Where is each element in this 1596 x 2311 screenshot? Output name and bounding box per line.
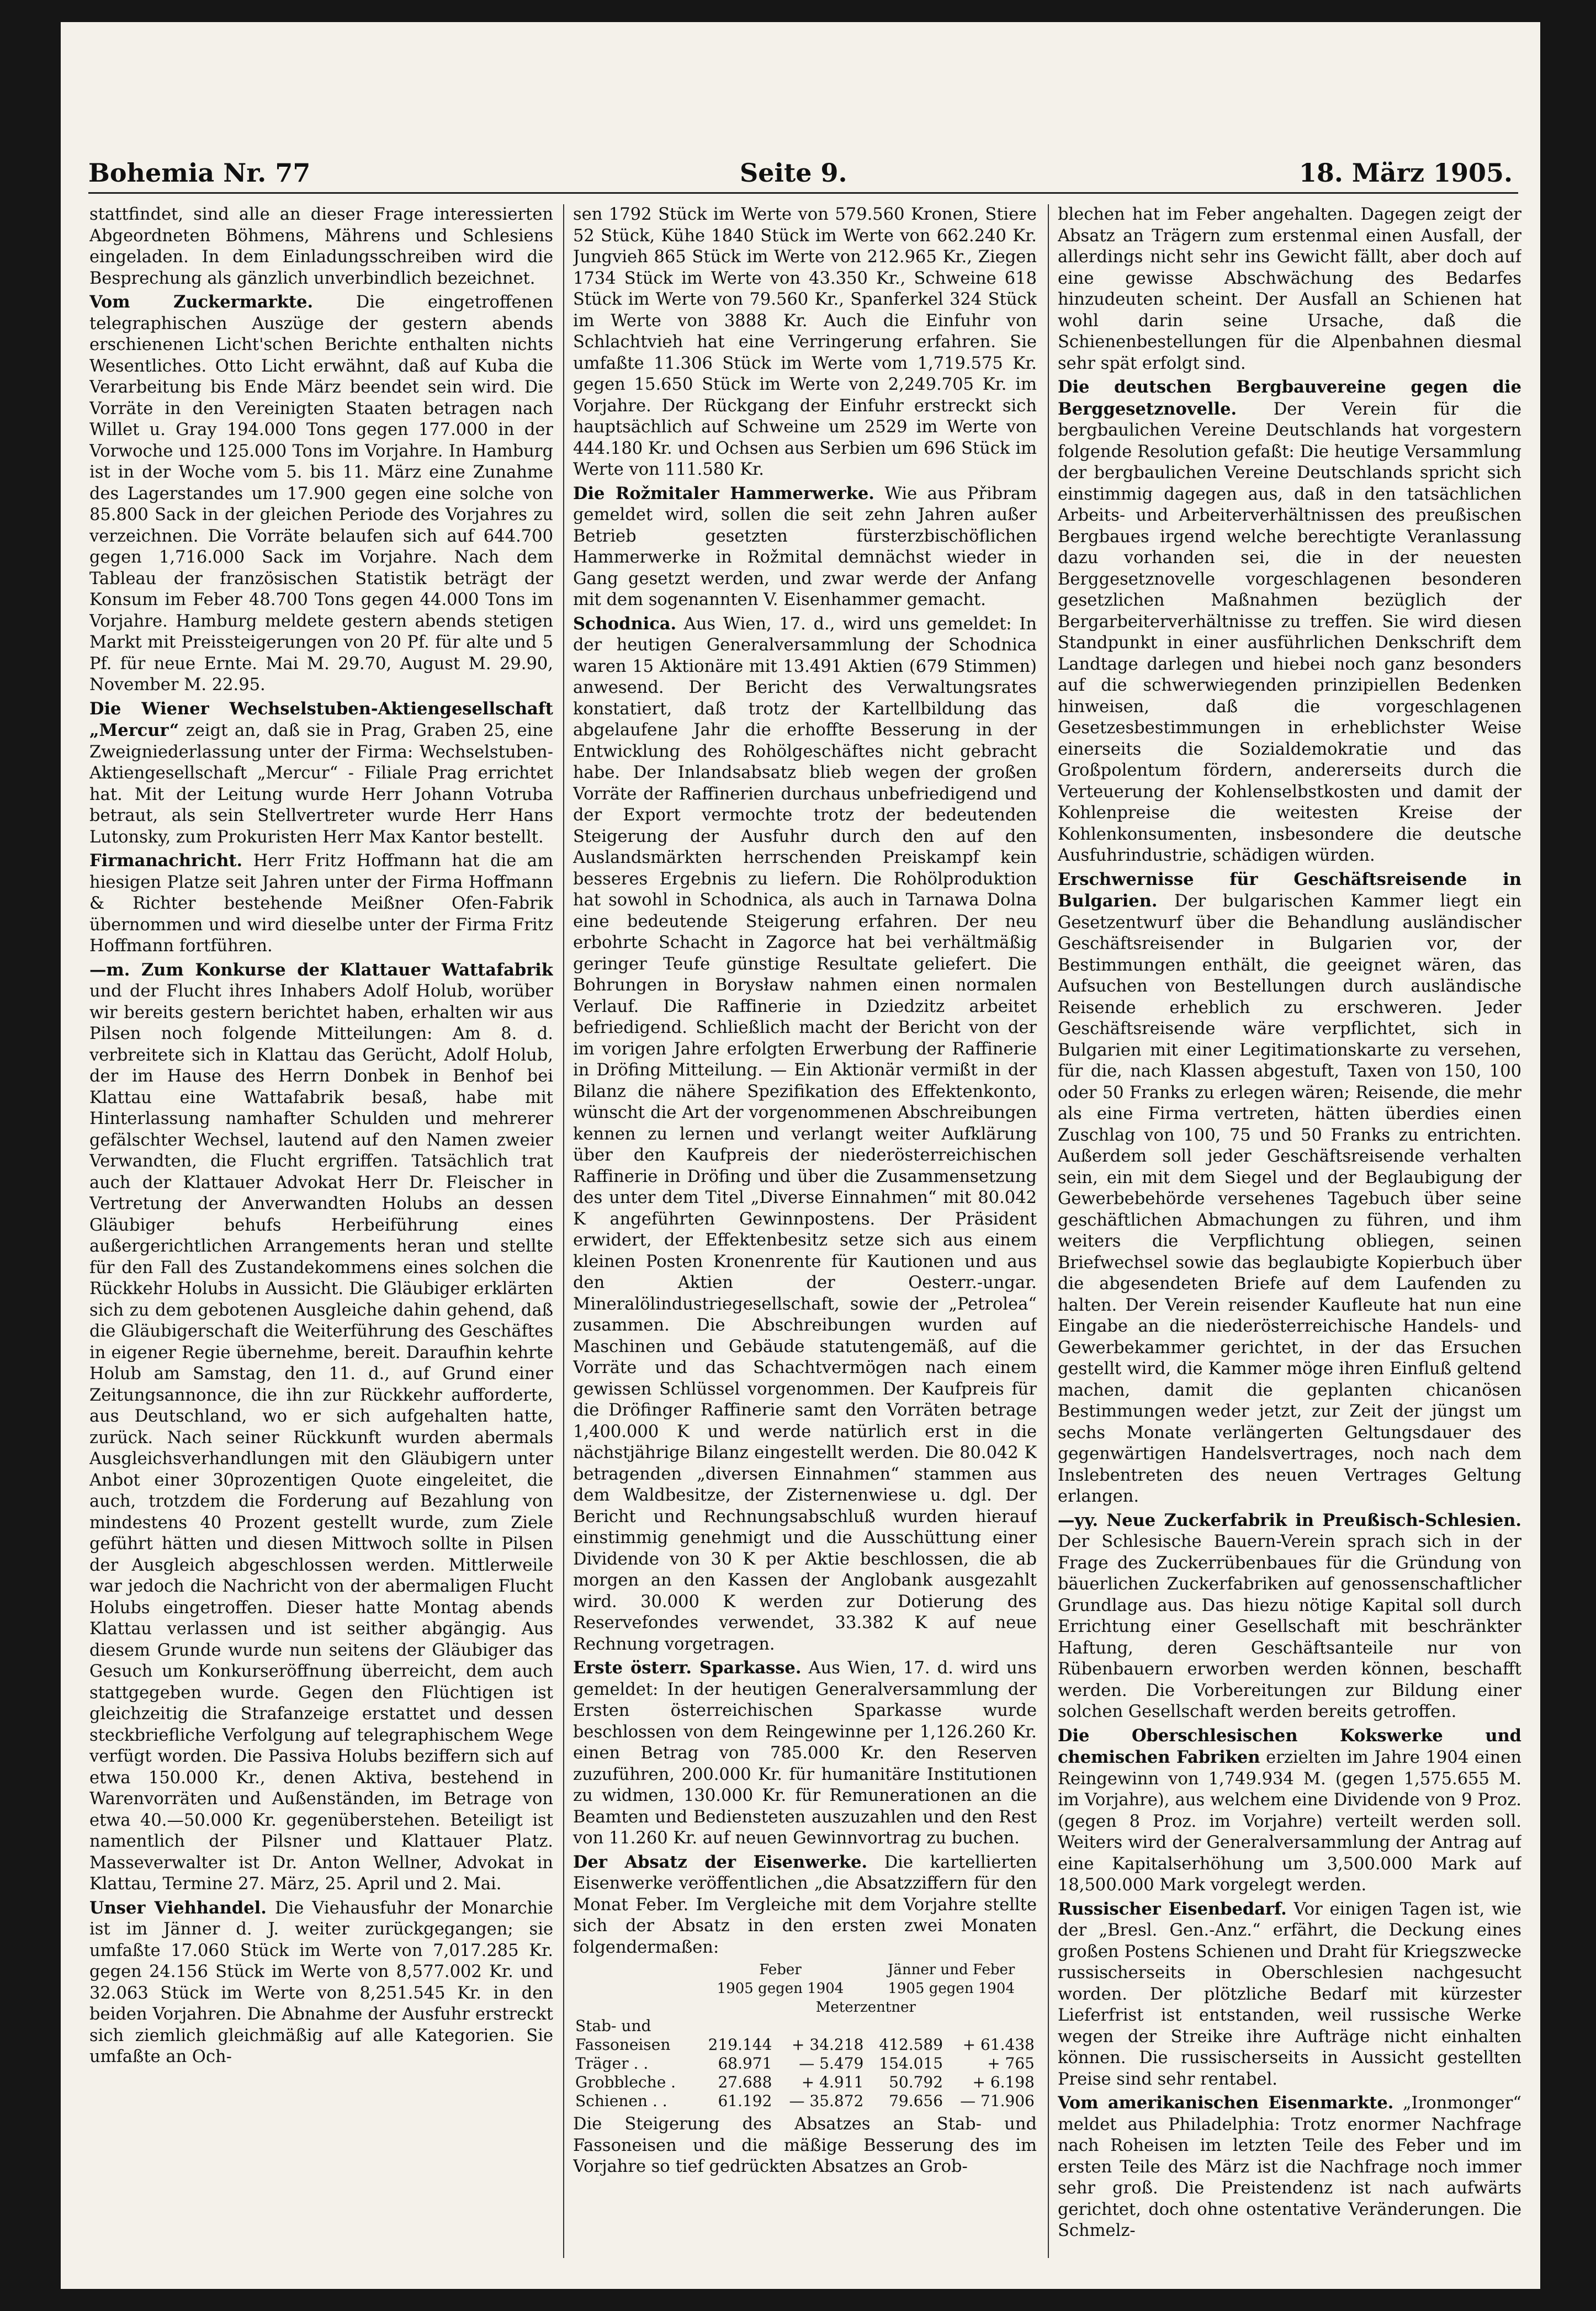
table-lead-label: Stab- und bbox=[575, 2017, 651, 2035]
article-text: Die Steigerung des Absatzes an Stab- und Fassoneisen und die mäßige Besserung des im Vorjahre so tief gedrückten Absatzes an Grob- bbox=[573, 2114, 1037, 2176]
column-2 bbox=[573, 204, 1037, 2258]
table-cell: + 34.218 bbox=[791, 2036, 864, 2054]
article-paragraph bbox=[89, 1897, 553, 2068]
article-paragraph bbox=[573, 2114, 1037, 2178]
article-headline: Erschwernisse für Geschäftsreisende in Bulgarien. bbox=[1058, 869, 1521, 911]
article-headline: Die Rožmitaler Hammerwerke. bbox=[573, 483, 874, 503]
article-headline: Firmanachricht. bbox=[89, 851, 243, 871]
column-3 bbox=[1058, 204, 1521, 2258]
table-row bbox=[573, 2092, 1037, 2111]
table-cell: + 765 bbox=[987, 2054, 1035, 2073]
article-text: stattfindet, sind alle an dieser Frage interessierten Abgeordneten Böhmens, Mährens und Schlesiens eingeladen. In dem Einladungsschreiben wird die Besprechung als gänzlich unverbindlich bezeichnet. bbox=[89, 205, 553, 288]
table-header-feber: Feber bbox=[759, 1962, 802, 1978]
article-paragraph bbox=[573, 613, 1037, 1656]
table-cell: 50.792 bbox=[889, 2073, 943, 2091]
table-header-jaenner: Jänner und Feber bbox=[887, 1962, 1015, 1978]
table-cell: — 35.872 bbox=[789, 2092, 864, 2110]
table-cell: 68.971 bbox=[718, 2054, 772, 2073]
article-text: „Ironmonger“ meldet aus Philadelphia: Trotz enormer Nachfrage nach Roheisen im letzten Teile des Feber und im ersten Teile des März ist die Nachfrage noch immer sehr groß. Die Preistendenz ist nach aufwärts gerichtet, doch ohne ostentative Veränderungen. Die Schmelz- bbox=[1058, 2093, 1521, 2240]
article-headline: Vom Zuckermarkte. bbox=[89, 292, 314, 312]
table-cell: + 6.198 bbox=[972, 2073, 1035, 2091]
article-headline: Die deutschen Bergbauvereine gegen die Berggesetznovelle. bbox=[1058, 377, 1521, 419]
table-cell: 219.144 bbox=[708, 2036, 772, 2054]
table-row bbox=[573, 2054, 1037, 2073]
table-cell: + 4.911 bbox=[801, 2073, 864, 2091]
table-unit: Meterzentner bbox=[815, 1999, 916, 2016]
article-headline: Der Absatz der Eisenwerke. bbox=[573, 1852, 868, 1872]
article-paragraph bbox=[1058, 204, 1521, 374]
table-cell: Grobbleche . bbox=[575, 2073, 676, 2091]
article-headline: Die Oberschlesischen Kokswerke und chemischen Fabriken bbox=[1058, 1725, 1521, 1767]
article-headline: Die Wiener Wechselstuben-Aktiengesellschaft „Mercur“ bbox=[89, 698, 553, 740]
table-header-year: 1905 gegen 1904 bbox=[717, 1980, 844, 1997]
table-cell: — 5.479 bbox=[799, 2054, 864, 2073]
article-text: Herr Fritz Hoffmann hat die am hiesigen Platze seit Jahren unter der Firma Hoffmann & Richter bestehende Meißner Ofen-Fabrik übernommen und wird dieselbe unter der Firma Fritz Hoffmann fortführen. bbox=[89, 851, 553, 956]
article-text: Die eingetroffenen telegraphischen Auszüge der gestern abends erschienenen Licht'schen Berichte enthalten nichts Wesentliches. Otto Licht erwähnt, daß auf Kuba die Verarbeitung bis Ende März beendet sein wird. Die Vorräte in den Vereinigten Staaten betragen nach Willet u. Gray 194.000 Tons gegen 177.000 in der Vorwoche und 125.000 Tons im Vorjahre. In Hamburg ist in der Woche vom 5. bis 11. März eine Zunahme des Lagerstandes um 17.900 gegen eine solche von 85.800 Sack in der gleichen Periode des Vorjahres zu verzeichnen. Die Vorräte belaufen sich auf 644.700 gegen 1,716.000 Sack im Vorjahre. Nach dem Tableau der französischen Statistik beträgt der Konsum im Feber 48.700 Tons gegen 44.000 Tons im Vorjahre. Hamburg meldete gestern abends stetigen Markt mit Preissteigerungen von 20 Pf. für alte und 5 Pf. für neue Ernte. Mai M. 29.70, August M. 29.90, November M. 22.95. bbox=[89, 293, 553, 695]
article-paragraph bbox=[1058, 1510, 1521, 1723]
article-headline: Erste österr. Sparkasse. bbox=[573, 1658, 802, 1678]
article-text: blechen hat im Feber angehalten. Dagegen zeigt der Absatz an Trägern zum erstenmal einen Ausfall, der allerdings nicht sehr ins Gewicht fällt, aber doch auf eine gewisse Abschwächung des Bedarfes hinzudeuten scheint. Der Ausfall an Schienen hat wohl darin seine Ursache, daß die Schienenbestellungen für die Alpenbahnen diesmal sehr spät erfolgt sind. bbox=[1058, 205, 1521, 373]
table-row bbox=[573, 2073, 1037, 2092]
header-page-number: Seite 9. bbox=[740, 158, 847, 188]
article-paragraph bbox=[573, 1657, 1037, 1849]
article-headline: Vom amerikanischen Eisenmarkte. bbox=[1058, 2093, 1394, 2113]
article-text: Die Viehausfuhr der Monarchie ist im Jänner d. J. weiter zurückgegangen; sie umfaßte 17.060 Stück im Werte von 7,017.285 Kr. gegen 24.156 Stück im Werte von 8,577.002 Kr. und 32.063 Stück im Werte von 8,251.545 Kr. in den beiden Vorjahren. Die Abnahme der Ausfuhr erstreckt sich ziemlich gleichmäßig auf alle Kategorien. Sie umfaßte an Och- bbox=[89, 1898, 553, 2066]
article-paragraph bbox=[89, 850, 553, 957]
page-header bbox=[88, 148, 1518, 194]
column-divider bbox=[563, 204, 564, 2258]
column-1 bbox=[89, 204, 553, 2258]
article-paragraph bbox=[89, 698, 553, 849]
article-text: Aus Wien, 17. d., wird uns gemeldet: In der heutigen Generalversammlung der Schodnica waren 15 Aktionäre mit 13.491 Aktien (679 Stimmen) anwesend. Der Bericht des Verwaltungsrates konstatiert, daß trotz der Kartellbildung das abgelaufene Jahr die erhoffte Besserung in der Entwicklung des Rohölgeschäftes nicht gebracht habe. Der Inlandsabsatz blieb wegen der großen Vorräte der Raffinerien durchaus unbefriedigend und der Export vermochte trotz der bedeutenden Steigerung der Ausfuhr durch den auf den Auslandsmärkten herrschenden Preiskampf kein besseres Ergebnis zu liefern. Die Rohölproduktion hat sowohl in Schodnica, als auch in Tarnawa Dolna eine bedeutende Steigerung erfahren. Der neu erbohrte Schacht in Zagorce hat bei verhältmäßig geringer Teufe günstige Resultate geliefert. Die Bohrungen in Borysław nahmen einen normalen Verlauf. Die Raffinerie in Dziedzitz arbeitet befriedigend. Schließlich macht der Bericht von der im vorigen Jahre erfolgten Erwerbung der Raffinerie in Dröfing Mitteilung. — Ein Aktionär vermißt in der Bilanz die nähere Spezifikation des Effektenkonto, wünscht die Art der vorgenommenen Abschreibungen kennen zu lernen und verlangt weiter Aufklärung über den Kaufpreis der niederösterreichischen Raffinerie in Dröfing und über die Zusammensetzung des unter dem Titel „Diverse Einnahmen“ mit 80.042 K angeführten Gewinnpostens. Der Präsident erwidert, der Effektenbesitz setze sich aus einem kleinen Posten Kronenrente für Kautionen und aus den Aktien der Oesterr.-ungar. Mineralölindustriegesellschaft, sowie der „Petrolea“ zusammen. Die Abschreibungen wurden auf Maschinen und Gebäude statutengemäß, auf die Vorräte und das Schachtvermögen nach einem gewissen Schlüssel vorgenommen. Der Kaufpreis für die Dröfinger Raffinerie samt den Vorräten betrage 1,400.000 K und werde natürlich erst in die nächstjährige Bilanz eingestellt werden. Die 80.042 K betragenden „diversen Einnahmen“ stammen aus dem Waldbesitze, der Zisternenwiese u. dgl. Der Bericht und Rechnungsabschluß wurden hierauf einstimmig genehmigt und die Ausschüttung einer Dividende von 30 K per Aktie beschlossen, die ab morgen an den Kassen der Anglobank ausgezahlt wird. 30.000 K werden zur Dotierung des Reservefondes verwendet, 33.382 K auf neue Rechnung vorgetragen. bbox=[573, 614, 1037, 1654]
table-header-year: 1905 gegen 1904 bbox=[888, 1980, 1015, 1997]
article-text: und der Flucht ihres Inhabers Adolf Holub, worüber wir bereits gestern berichtet haben, erhalten wir aus Pilsen noch folgende Mitteilungen: Am 8. d. verbreitete sich in Klattau das Gerücht, Adolf Holub, der im Hause des Herrn Donbek in Benhof bei Klattau eine Wattafabrik besaß, habe mit Hinterlassung namhafter Schulden und mehrerer gefälschter Wechsel, lautend auf den Namen zweier Verwandten, die Flucht ergriffen. Tatsächlich trat auch der Klattauer Advokat Herr Dr. Fleischer in Vertretung der Anverwandten Holubs an dessen Gläubiger behufs Herbeiführung eines außergerichtlichen Arrangements heran und stellte für den Fall des Zustandekommens eines solchen die Rückkehr Holubs in Aussicht. Die Gläubiger erklärten sich zu dem gebotenen Ausgleiche dahin gehend, daß die Gläubigerschaft die Weiterführung des Geschäftes in eigener Regie übernehme, bereit. Daraufhin kehrte Holub am Samstag, den 11. d., auf Grund einer Zeitungsannonce, die ihn zur Rückkehr aufforderte, aus Deutschland, wo er sich aufgehalten hatte, zurück. Nach seiner Rückkunft wurden abermals Ausgleichsverhandlungen mit den Gläubigern unter Anbot einer 30prozentigen Quote eingeleitet, die auch, trotzdem die Forderung auf Bezahlung von mindestens 40 Prozent gestellt wurde, zum Ziele geführt hätten und diesen Mittwoch sollte in Pilsen der Ausgleich abgeschlossen werden. Mittlerweile war jedoch die Nachricht von der abermaligen Flucht Holubs eingetroffen. Dieser hatte Montag abends Klattau verlassen und ist seither abgängig. Aus diesem Grunde wurde nun seitens der Gläubiger das Gesuch um Konkurseröffnung überreicht, dem auch stattgegeben wurde. Gegen den Flüchtigen ist gleichzeitig die Strafanzeige erstattet und dessen steckbriefliche Verfolgung auf telegraphischem Wege verfügt worden. Die Passiva Holubs beziffern sich auf etwa 150.000 Kr., denen Aktiva, bestehend in Warenvorräten und Außenständen, im Betrage von etwa 40.—50.000 Kr. gegenüberstehen. Beteiligt ist namentlich der Pilsner und Klattauer Platz. Masseverwalter ist Dr. Anton Wellner, Advokat in Klattau, Termine 27. März, 25. April und 2. Mai. bbox=[89, 982, 553, 1894]
table-cell: — 71.906 bbox=[960, 2092, 1035, 2110]
article-paragraph bbox=[1058, 377, 1521, 867]
column-divider bbox=[1048, 204, 1049, 2258]
article-headline: Schodnica. bbox=[573, 613, 677, 634]
article-paragraph bbox=[1058, 1899, 1521, 2091]
table-cell: Schienen . . bbox=[575, 2092, 667, 2110]
article-text: erzielten im Jahre 1904 einen Reingewinn von 1,749.934 M. (gegen 1,575.655 M. im Vorjahre), aus welchem eine Dividende von 9 Proz. (gegen 8 Proz. im Vorjahre) verteilt werden soll. Weiters wird der Generalversammlung der Antrag auf eine Kapitalserhöhung um 3,500.000 Mark auf 18,500.000 Mark vorgelegt werden. bbox=[1058, 1748, 1521, 1895]
article-text: Der Verein für die bergbaulichen Vereine Deutschlands hat vorgestern folgende Resolution gefaßt: Die heutige Versammlung der bergbaulichen Vereine Deutschlands spricht sich einstimmig dagegen aus, daß in den tatsächlichen Arbeits- und Arbeiterverhältnissen des preußischen Bergbaues irgend welche berechtigte Veranlassung dazu vorhanden sei, die in der neuesten Berggesetznovelle vorgeschlagenen besonderen gesetzlichen Maßnahmen bezüglich der Bergarbeiterverhältnisse zu treffen. Sie wird diesen Standpunkt in einer ausführlichen Denkschrift dem Landtage darlegen und hiebei noch ganz besonders auf die schwerwiegenden prinzipiellen Bedenken hinweisen, daß die vorgeschlagenen Gesetzesbestimmungen in erheblichster Weise einerseits die Sozialdemokratie und das Großpolentum fördern, andererseits durch die Verteuerung der Kohlenselbstkosten und damit der Kohlenpreise die weitesten Kreise der Kohlenkonsumenten, insbesondere die deutsche Ausfuhrindustrie, schädigen würden. bbox=[1058, 399, 1521, 865]
table-cell: + 61.438 bbox=[962, 2036, 1035, 2054]
article-paragraph bbox=[573, 204, 1037, 481]
article-text: zeigt an, daß sie in Prag, Graben 25, eine Zweigniederlassung unter der Firma: Wechselstuben-Aktiengesellschaft „Mercur“ - Filiale Prag errichtet hat. Mit der Leitung wurde Herr Johann Votruba betraut, als sein Stellvertreter wurde Herr Hans Lutonsky, zum Prokuristen Herr Max Kantor bestellt. bbox=[89, 721, 553, 847]
article-paragraph bbox=[1058, 1725, 1521, 1896]
article-paragraph bbox=[573, 483, 1037, 611]
article-paragraph bbox=[89, 960, 553, 1895]
table-cell: Träger . . bbox=[575, 2054, 649, 2073]
article-text: sen 1792 Stück im Werte von 579.560 Kronen, Stiere 52 Stück, Kühe 1840 Stück im Werte von 662.240 Kr. Jungvieh 865 Stück im Werte von 212.965 Kr., Ziegen 1734 Stück im Werte von 43.350 Kr., Schweine 618 Stück im Werte von 79.560 Kr., Spanferkel 324 Stück im Werte von 3888 Kr. Auch die Einfuhr von Schlachtvieh hat eine Verringerung erfahren. Sie umfaßte 11.306 Stück im Werte vom 1,719.575 Kr. gegen 15.650 Stück im Werte von 2,249.705 Kr. im Vorjahre. Der Rückgang der Einfuhr erstreckt sich hauptsächlich auf Schweine um 2529 im Werte von 444.180 Kr. und Ochsen aus Serbien um 696 Stück im Werte von 111.580 Kr. bbox=[573, 205, 1037, 479]
article-text: Aus Wien, 17. d. wird uns gemeldet: In der heutigen Generalversammlung der Ersten österreichischen Sparkasse wurde beschlossen von dem Reingewinne per 1,126.260 Kr. einen Betrag von 785.000 Kr. den Reserven zuzuführen, 200.000 Kr. für humanitäre Institutionen zu widmen, 130.000 Kr. für Remunerationen an die Beamten und Bediensteten auszuzahlen und den Rest von 11.260 Kr. auf neuen Gewinnvortrag zu buchen. bbox=[573, 1658, 1037, 1848]
article-paragraph bbox=[573, 1852, 1037, 1959]
table-row bbox=[573, 2036, 1037, 2054]
article-paragraph bbox=[89, 204, 553, 289]
article-text: Die kartellierten Eisenwerke veröffentlichen „die Absatzziffern für den Monat Feber. Im Vergleiche mit dem Vorjahre stellte sich der Absatz in den ersten zwei Monaten folgendermaßen: bbox=[573, 1852, 1037, 1957]
article-headline: —m. Zum Konkurse der Klattauer Wattafabrik bbox=[89, 960, 553, 980]
article-headline: Unser Viehhandel. bbox=[89, 1897, 267, 1918]
table-cell: 412.589 bbox=[879, 2036, 943, 2054]
header-publication: Bohemia Nr. 77 bbox=[88, 158, 311, 188]
table-cell: 79.656 bbox=[889, 2092, 943, 2110]
table-cell: 61.192 bbox=[718, 2092, 772, 2110]
newspaper-page bbox=[61, 22, 1540, 2289]
article-text: Der Schlesische Bauern-Verein sprach sich in der Frage des Zuckerrübenbaues für die Gründung von bäuerlichen Zuckerfabriken auf genossenschaftlicher Grundlage aus. Das hiezu nötige Kapital soll durch Errichtung einer Gesellschaft mit beschränkter Haftung, deren Geschäftsanteile nur von Rübenbauern erworben werden können, beschafft werden. Die Vorbereitungen zur Bildung einer solchen Gesellschaft werden bereits getroffen. bbox=[1058, 1532, 1521, 1721]
article-text: Wie aus Přibram gemeldet wird, sollen die seit zehn Jahren außer Betrieb gesetzten fürsterzbischöflichen Hammerwerke in Rožmital demnächst wieder in Gang gesetzt werden, und zwar werde der Anfang mit dem sogenannten V. Eisenhammer gemacht. bbox=[573, 484, 1037, 609]
header-date: 18. März 1905. bbox=[1298, 158, 1513, 188]
table-cell: 154.015 bbox=[879, 2054, 943, 2073]
iron-sales-table bbox=[573, 1960, 1037, 2111]
article-paragraph bbox=[89, 291, 553, 696]
article-text: Vor einigen Tagen ist, wie der „Bresl. Gen.-Anz.“ erfährt, die Deckung eines großen Postens Schienen und Draht für Kriegszwecke russischerseits in Oberschlesien nachgesucht worden. Der plötzliche Bedarf mit kürzester Lieferfrist ist entstanden, weil russische Werke wegen der Streike ihre Aufträge nicht einhalten können. Die russischerseits in Aussicht gestellten Preise sind sehr rentabel. bbox=[1058, 1899, 1521, 2089]
article-headline: —yy. Neue Zuckerfabrik in Preußisch-Schlesien. bbox=[1058, 1510, 1521, 1530]
article-paragraph bbox=[1058, 869, 1521, 1508]
article-paragraph bbox=[1058, 2092, 1521, 2242]
table-cell: Fassoneisen bbox=[575, 2036, 671, 2054]
article-text: Der bulgarischen Kammer liegt ein Gesetzentwurf über die Behandlung ausländischer Geschäftsreisender in Bulgarien vor, der Bestimmungen enthält, die geeignet wären, das Aufsuchen von Bestellungen durch ausländische Reisende erheblich zu erschweren. Jeder Geschäftsreisende wäre verpflichtet, sich in Bulgarien mit einer Legitimationskarte zu versehen, für die, nach Klassen abgestuft, Taxen von 150, 100 oder 50 Franks zu erlegen wären; Reisende, die mehr als eine Firma vertreten, hätten überdies einen Zuschlag von 100, 75 und 50 Franks zu entrichten. Außerdem soll jeder Geschäftsreisende verhalten sein, ein mit dem Siegel und der Beglaubigung der Gewerbebehörde versehenes Tagebuch über seine geschäftlichen Abmachungen zu führen, und ihm weiters die Verpflichtung obliegen, seinen Briefwechsel sowie das beglaubigte Kopierbuch über die abgesendeten Briefe auf dem Laufenden zu halten. Der Verein reisender Kaufleute hat nun eine Eingabe an die niederösterreichische Handels- und Gewerbekammer gerichtet, in der das Ersuchen gestellt wird, die Kammer möge ihren Einfluß geltend machen, damit die geplanten chicanösen Bestimmungen weder jetzt, zur Zeit der jüngst um sechs Monate verlängerten Geltungsdauer des gegenwärtigen Handelsvertrages, noch nach dem Inslebentreten des neuen Vertrages Geltung erlangen. bbox=[1058, 892, 1521, 1506]
table-cell: 27.688 bbox=[718, 2073, 772, 2091]
article-headline: Russischer Eisenbedarf. bbox=[1058, 1899, 1287, 1919]
